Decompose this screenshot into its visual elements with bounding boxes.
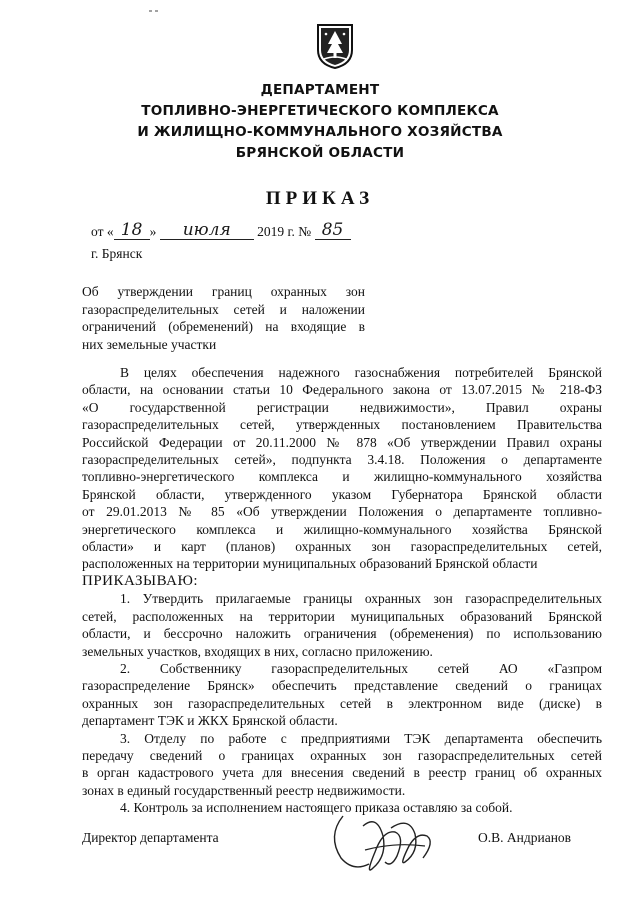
body-line: департамент ТЭК и ЖКХ Брянской области. <box>82 713 338 729</box>
body-line: газораспределительных сетей, утвержденных постановлением Правительства <box>82 417 602 433</box>
body-line: 3. Отделу по работе с предприятиями ТЭК департамента обеспечить <box>120 730 602 746</box>
body-line: расположенных на территории муниципальных образований Брянской области <box>82 556 538 572</box>
document-number: 85 <box>315 223 351 240</box>
document-title: ПРИКАЗ <box>265 188 375 209</box>
subject-line: них земельные участки <box>82 336 217 352</box>
date-year: 2019 г. № <box>257 224 312 239</box>
body-line: В целях обеспечения надежного газоснабжения потребителей Брянской <box>120 365 602 380</box>
body-line: от 29.01.2013 № 85 «Об утверждении Положения о департаменте топливно- <box>82 504 602 520</box>
body-line: области, на основании статьи 10 Федерального закона от 13.07.2015 № 218-ФЗ <box>82 382 602 398</box>
subject-line: Об утверждении границ охранных зон <box>82 284 365 299</box>
date-prefix: от « <box>91 224 114 239</box>
body-line: Брянской области, утвержденного указом Губернатора Брянской области <box>82 486 602 502</box>
header-line: БРЯНСКОЙ ОБЛАСТИ <box>235 145 405 161</box>
body-line: зонах в единый государственный реестр недвижимости. <box>82 782 406 798</box>
body-line: 2. Собственнику газораспределительных сетей АО «Газпром <box>120 660 602 676</box>
body-line: сетей, расположенных на территории муниципальных образований Брянской <box>82 608 602 624</box>
date-mid: » <box>149 224 157 239</box>
signatory-position: Директор департамента <box>82 830 219 845</box>
date-line <box>91 220 351 240</box>
scan-mark <box>148 8 162 14</box>
body-line: 1. Утвердить прилагаемые границы охранных зон газораспределительных <box>120 591 602 607</box>
coat-of-arms-icon <box>315 22 355 70</box>
department-header <box>0 80 640 164</box>
body-line: Российской Федерации от 20.11.2000 № 878 «Об утверждении Правил охраны <box>82 434 602 450</box>
body-line: в орган кадастрового учета для внесения сведений в реестр границ об охранных <box>82 765 602 781</box>
date-day: 18 <box>114 223 150 240</box>
date-month: июля <box>160 223 254 240</box>
header-line: ТОПЛИВНО-ЭНЕРГЕТИЧЕСКОГО КОМПЛЕКСА <box>141 103 499 119</box>
body-line: топливно-энергетического комплекса и жилищно-коммунального хозяйства <box>82 469 602 485</box>
order-keyword: ПРИКАЗЫВАЮ: <box>82 572 199 589</box>
body-line: области» и карт (планов) охранных зон газораспределительных сетей, <box>82 539 602 555</box>
body-line: 4. Контроль за исполнением настоящего приказа оставляю за собой. <box>120 800 513 816</box>
subject-line: ограничений (обременений) на входящие в <box>82 319 365 334</box>
body-line: энергетического комплекса и жилищно-коммунального хозяйства Брянской <box>82 521 602 537</box>
handwritten-signature <box>325 806 445 882</box>
body-line: газораспределительных сетей», подпункта 3.4.18. Положения о департаменте <box>82 452 602 468</box>
body-line: области, и бессрочно наложить ограничения (обременения) по использованию <box>82 626 602 642</box>
subject-line: газораспределительных сетей и наложении <box>82 301 365 317</box>
signatory-name: О.В. Андрианов <box>478 830 572 845</box>
body-line: охранных зон газораспределительных сетей в электронном виде (диске) в <box>82 695 602 711</box>
subject-block <box>82 283 365 353</box>
header-line: И ЖИЛИЩНО-КОММУНАЛЬНОГО ХОЗЯЙСТВА <box>137 124 503 140</box>
body-line: земельных участков, входящих в них, согласно приложению. <box>82 643 433 659</box>
city: г. Брянск <box>91 246 143 261</box>
body-line: передачу сведений о границах охранных зон газораспределительных сетей <box>82 747 602 763</box>
body-line: газораспределение Брянск» обеспечить представление сведений о границах <box>82 678 602 694</box>
order-body <box>82 364 602 817</box>
header-line: ДЕПАРТАМЕНТ <box>260 82 380 98</box>
body-line: «О государственной регистрации недвижимости», Правил охраны <box>82 399 602 415</box>
